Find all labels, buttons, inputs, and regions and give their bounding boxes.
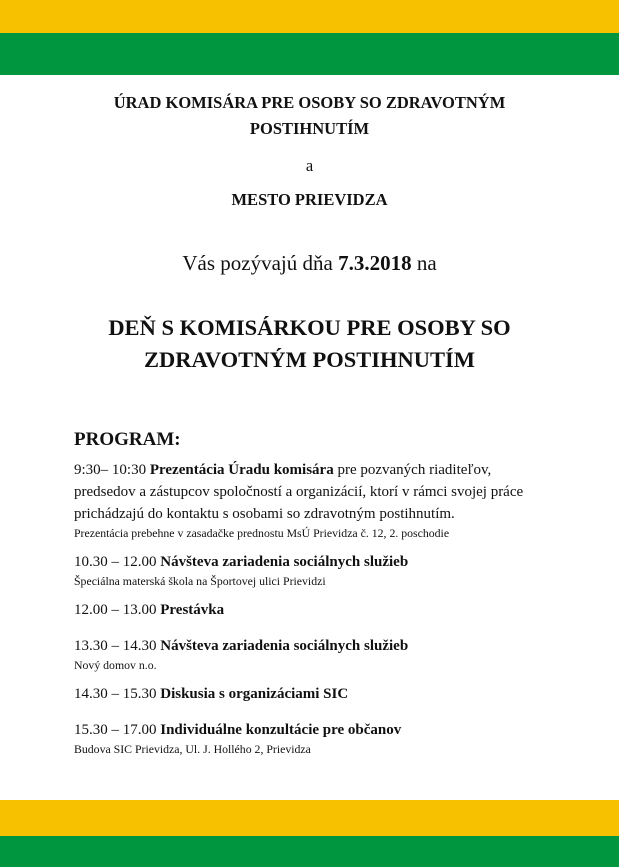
program-item-description: pre pozvaných riaditeľov, predsedov a zástupcov spoločností a organizácií, ktorí v rámci svojej práce prichádzajú do kontaktu s osobami so zdravotným postihnutím. — [74, 462, 524, 522]
program-item-title: Individuálne konzultácie pre občanov — [160, 722, 402, 738]
program-item — [74, 459, 554, 542]
invitation-line — [0, 250, 619, 276]
program-item-note: Budova SIC Prievidza, Ul. J. Hollého 2, Prievidza — [74, 742, 311, 756]
invitation-prefix: Vás pozývajú dňa — [182, 251, 339, 275]
program-item-title: Návšteva zariadenia sociálnych služieb — [160, 554, 409, 570]
program-item-line — [74, 599, 554, 621]
program-item-line — [74, 635, 554, 657]
bottom-green-band — [0, 836, 619, 867]
program-item — [74, 719, 554, 758]
program-item-note: Nový domov n.o. — [74, 658, 157, 672]
program-heading: PROGRAM: — [74, 429, 181, 450]
bottom-yellow-band — [0, 800, 619, 836]
organizer-2-title: MESTO PRIEVIDZA — [231, 190, 388, 209]
program-item — [74, 683, 554, 705]
program-item-line — [74, 551, 554, 573]
program-item — [74, 599, 554, 621]
invitation-suffix: na — [411, 251, 437, 275]
event-title: DEŇ S KOMISÁRKOU PRE OSOBY SO ZDRAVOTNÝM POSTIHNUTÍM — [108, 315, 511, 372]
organizer-1-title: ÚRAD KOMISÁRA PRE OSOBY SO ZDRAVOTNÝM POSTIHNUTÍM — [113, 93, 506, 138]
program-item-line — [74, 683, 554, 705]
program-item-time: 14.30 – 15.30 — [74, 686, 161, 702]
program-item-title: Prestávka — [160, 602, 225, 618]
top-green-band — [0, 33, 619, 75]
program-section — [74, 428, 554, 767]
program-item-note: Prezentácia prebehne v zasadačke prednostu MsÚ Prievidza č. 12, 2. poschodie — [74, 526, 450, 540]
program-item-note: Špeciálna materská škola na Športovej ulici Prievidzi — [74, 574, 326, 588]
program-item-title: Prezentácia Úradu komisára — [149, 462, 334, 478]
program-item-line — [74, 459, 554, 525]
program-item-line — [74, 719, 554, 741]
invitation-date: 7.3.2018 — [338, 251, 412, 275]
program-item-title: Diskusia s organizáciami SIC — [160, 686, 349, 702]
program-item — [74, 635, 554, 674]
program-item — [74, 551, 554, 590]
program-item-time: 13.30 – 14.30 — [74, 638, 161, 654]
top-yellow-band — [0, 0, 619, 33]
program-item-title: Návšteva zariadenia sociálnych služieb — [160, 638, 409, 654]
program-item-time: 10.30 – 12.00 — [74, 554, 161, 570]
program-item-time: 15.30 – 17.00 — [74, 722, 161, 738]
program-item-time: 12.00 – 13.00 — [74, 602, 161, 618]
program-item-time: 9:30– 10:30 — [74, 462, 150, 478]
conjunction-text: a — [305, 156, 314, 175]
